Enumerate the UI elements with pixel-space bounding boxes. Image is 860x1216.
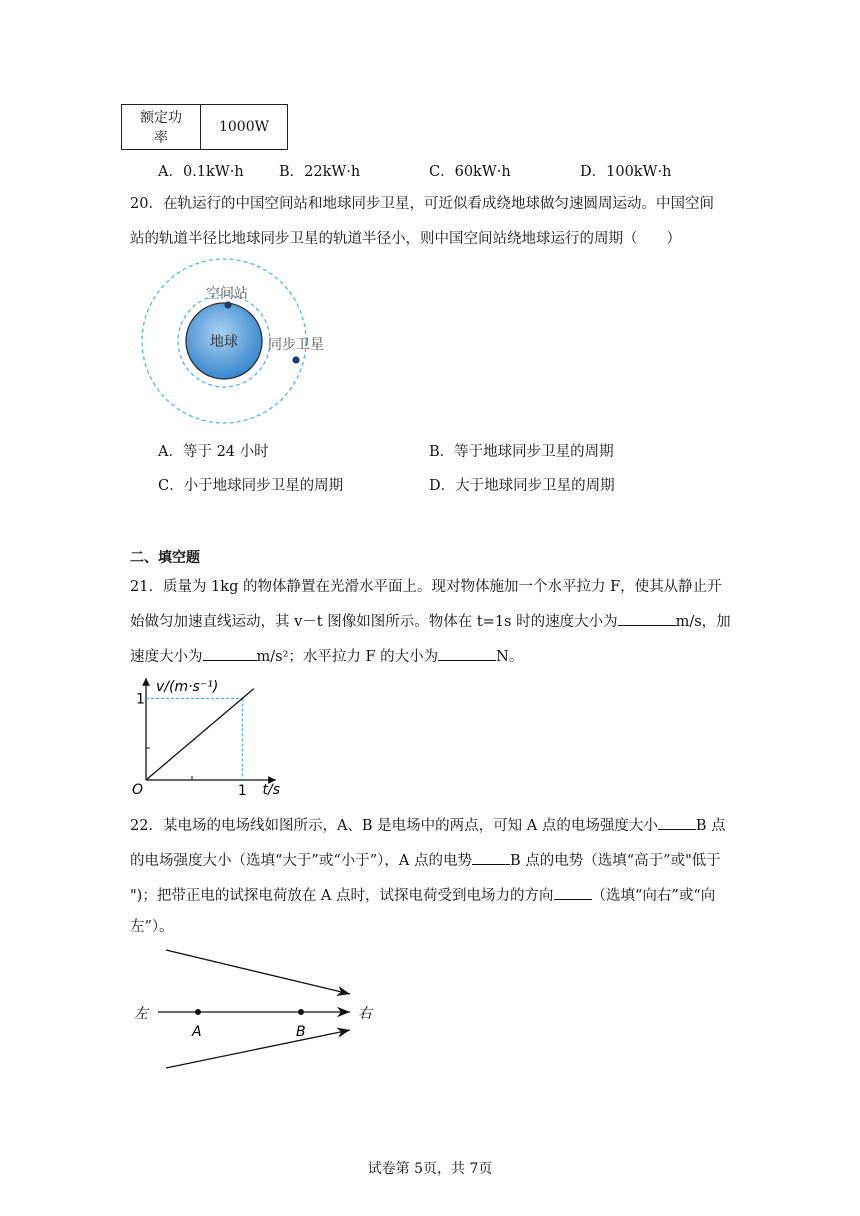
x-axis-label: t/s [262,782,280,798]
y-tick-label: 1 [136,691,145,708]
section-title: 二、填空题 [130,550,200,566]
q20-option-a: A．等于 24 小时 [158,444,269,460]
answer-blank-force[interactable] [438,646,496,661]
q20-option-b: B．等于地球同步卫星的周期 [429,444,614,460]
page-footer: 试卷第 5页，共 7页 [367,1161,493,1177]
answer-blank-acceleration[interactable] [203,646,257,661]
space-station-label: 空间站 [206,286,248,302]
point-a-dot [195,1009,201,1015]
y-axis-label: v/(m·s⁻¹) [156,679,219,695]
right-label: 右 [358,1006,372,1022]
answer-blank-potential[interactable] [472,850,510,865]
field-line-top [166,950,350,994]
q19-option-b: B．22kW·h [279,164,361,180]
q20-option-d: D．大于地球同步卫星的周期 [429,478,615,494]
series-line [146,689,254,780]
orbit-diagram [128,258,348,430]
q20-stem-line1: 20．在轨运行的中国空间站和地球同步卫星，可近似看成绕地球做匀速圆周运动。中国空间 [130,196,714,212]
x-tick-label: 1 [237,783,247,799]
electric-field-diagram [128,940,388,1076]
point-b-dot [298,1009,304,1015]
point-b-label: B [296,1024,306,1040]
left-label: 左 [134,1006,148,1022]
table-value-cell: 1000W [201,105,288,150]
q22-stem-line1: 22．某电场的电场线如图所示，A、B 是电场中的两点，可知 A 点的电场强度大小 B 点 [130,814,726,835]
q22-stem-line3: ")；把带正电的试探电荷放在 A 点时，试探电荷受到电场力的方向 （选填“向右”或“向 [130,884,715,905]
answer-blank-velocity[interactable] [618,611,676,626]
answer-blank-field-strength[interactable] [658,815,696,830]
answer-blank-force-direction[interactable] [554,885,592,900]
rated-power-table [121,104,288,150]
geo-satellite-dot [292,356,299,363]
q21-stem-line2: 始做匀加速直线运动，其 v－t 图像如图所示。物体在 t=1s 时的速度大小为 m/s，加 [130,610,731,631]
geo-satellite-label: 同步卫星 [268,337,324,353]
vt-chart [128,672,288,802]
q19-option-c: C．60kW·h [429,164,511,180]
q19-option-a: A．0.1kW·h [158,164,244,180]
table-key-cell: 额定功率 [122,105,201,150]
q22-stem-line2: 的电场强度大小（选填“大于”或“小于”），A 点的电势 B 点的电势（选填“高于”或"低于 [130,849,721,870]
space-station-dot [224,301,231,308]
q21-stem-line3: 速度大小为 m/s²；水平拉力 F 的大小为 N。 [130,645,523,666]
earth-label: 地球 [210,334,238,350]
origin-label: O [132,782,144,798]
q20-option-c: C．小于地球同步卫星的周期 [158,478,344,494]
point-a-label: A [192,1024,202,1040]
q20-stem-line2: 站的轨道半径比地球同步卫星的轨道半径小，则中国空间站绕地球运行的周期（ ） [130,231,681,247]
q21-stem-line1: 21．质量为 1kg 的物体静置在光滑水平面上。现对物体施加一个水平拉力 F，使其从静止开 [130,579,722,595]
q22-stem-line4: 左”）。 [130,919,174,935]
q19-option-d: D．100kW·h [580,164,672,180]
